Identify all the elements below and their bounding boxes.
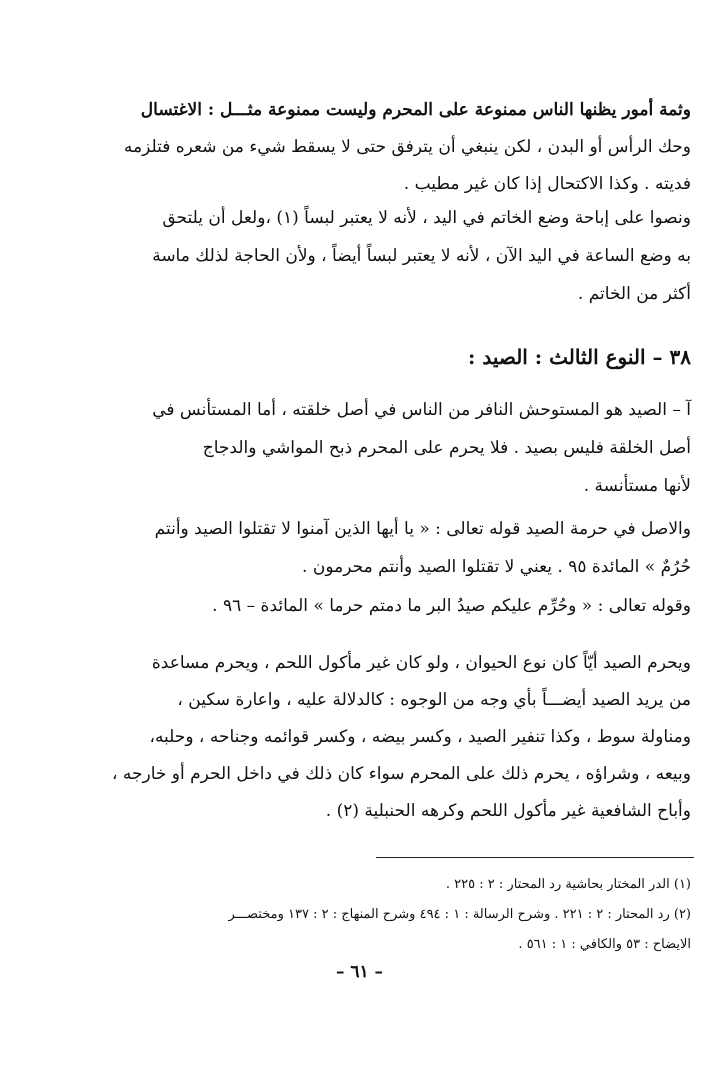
- page-number: – ٦١ –: [335, 962, 384, 982]
- paragraph-6: [112, 645, 691, 830]
- paragraph-4: [155, 510, 691, 586]
- text-line: لأنها مستأنسة .: [583, 476, 691, 496]
- text-line: ويحرم الصيد أيّاً كان نوع الحيوان ، ولو كان غير مأكول اللحم ، ويحرم مساعدة: [151, 653, 691, 673]
- text-line: ومناولة سوط ، وكذا تنفير الصيد ، وكسر بيضه ، وكسر قوائمه وجناحه ، وحلبه،: [149, 727, 691, 747]
- paragraph-3: [152, 391, 691, 505]
- footnote-1: (١) الدر المختار بحاشية رد المحتار : ٢ : ٢٢٥ .: [445, 877, 691, 892]
- paragraph-5: [212, 587, 691, 625]
- text-line: به وضع الساعة في اليد الآن ، لأنه لا يعتبر لبساً أيضاً ، ولأن الحاجة لذلك ماسة: [152, 246, 691, 266]
- text-line: من يريد الصيد أيضـــاً بأي وجه من الوجوه : كالدلالة عليه ، واعارة سكين ،: [177, 690, 691, 710]
- text-line: وبيعه ، وشراؤه ، يحرم ذلك على المحرم سواء كان ذلك في داخل الحرم أو خارجه ،: [111, 764, 691, 784]
- text-line: فديته . وكذا الاكتحال إذا كان غير مطيب .: [403, 174, 691, 194]
- paragraph-1: [124, 92, 691, 203]
- text-line: أصل الخلقة فليس بصيد . فلا يحرم على المحرم ذبح المواشي والدجاج: [202, 438, 691, 458]
- paragraph-2: [152, 199, 691, 313]
- text-line: ونصوا على إباحة وضع الخاتم في اليد ، لأنه لا يعتبر لبساً (١) ،ولعل أن يلتحق: [162, 208, 691, 228]
- footnotes: [228, 870, 691, 960]
- footnote-2: (٢) رد المحتار : ٢ : ٢٢١ . وشرح الرسالة : ١ : ٤٩٤ وشرح المنهاج : ٢ : ١٣٧ ومختصـــر: [228, 907, 691, 922]
- text-line: والاصل في حرمة الصيد قوله تعالى : « يا أيها الذين آمنوا لا تقتلوا الصيد وأنتم: [154, 519, 691, 539]
- section-heading: [468, 339, 691, 375]
- text-line: آ – الصيد هو المستوحش النافر من الناس في أصل خلقته ، أما المستأنس في: [152, 400, 691, 420]
- text-line: وقوله تعالى : « وحُرِّم عليكم صيدُ البر ما دمتم حرما » المائدة – ٩٦ .: [212, 596, 691, 616]
- section-heading-text: ٣٨ – النوع الثالث : الصيد :: [467, 345, 691, 369]
- footnote-divider: [376, 857, 694, 858]
- text-line: أكثر من الخاتم .: [577, 284, 691, 304]
- footnote-2-continued: الايضاح : ٥٣ والكافي : ١ : ٥٦١ .: [518, 937, 691, 952]
- text-line: وأباح الشافعية غير مأكول اللحم وكرهه الحنبلية (٢) .: [325, 801, 691, 821]
- text-line: وحك الرأس أو البدن ، لكن ينبغي أن يترفق حتى لا يسقط شيء من شعره فتلزمه: [123, 137, 691, 157]
- text-line: وثمة أمور يظنها الناس ممنوعة على المحرم وليست ممنوعة مثـــل : الاغتسال: [140, 100, 691, 120]
- text-line: حُرُمٌ » المائدة ٩٥ . يعني لا تقتلوا الصيد وأنتم محرمون .: [302, 557, 691, 577]
